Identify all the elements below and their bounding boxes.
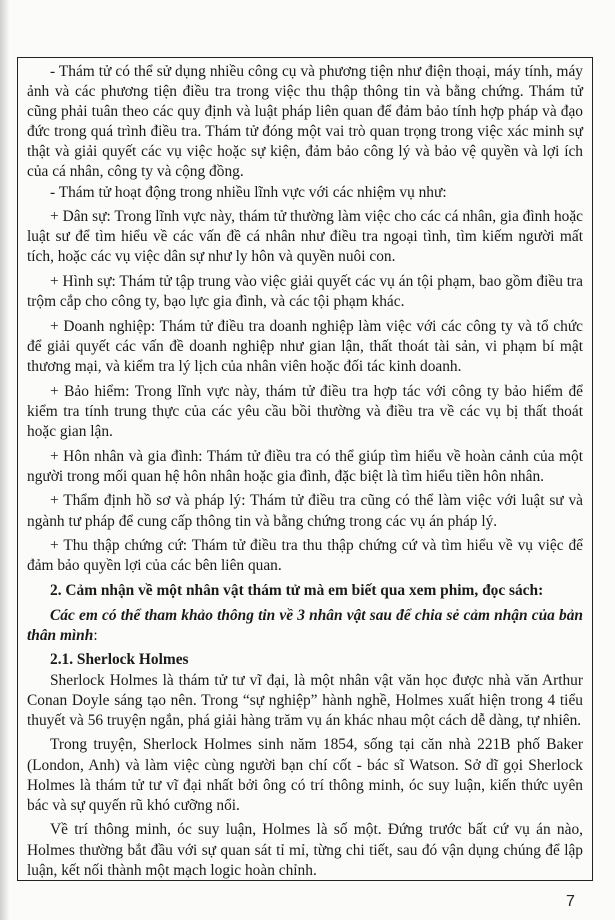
paragraph-legal: + Thẩm định hồ sơ và pháp lý: Thám tử điều tra cũng có thể làm việc với luật sư và ngành tư pháp để cung cấp thông tin và bằng chứng trong các vụ án pháp lý. [27,492,583,530]
section-heading: 2. Cảm nhận về một nhân vật thám tử mà em biết qua xem phim, đọc sách: [50,582,544,599]
holmes-paragraph-intro: Sherlock Holmes là thám tử tư vĩ đại, là một nhân vật văn học được nhà văn Arthur Conan Doyle sáng tạo nên. Trong “sự nghiệp” hành nghề, Holmes xuất hiện trong 4 tiểu thuyết và 56 truyện ngắn, phá giải hàng trăm vụ án khác nhau một cách dễ dàng, tự nhiên. [27,671,583,729]
content-frame [17,57,593,881]
paragraph-criminal: + Hình sự: Thám tử tập trung vào việc giải quyết các vụ án tội phạm, bao gồm điều tra trộm cắp cho công ty, bạo lực gia đình, và các tội phạm khác. [27,273,583,311]
paragraph-evidence: + Thu thập chứng cứ: Thám tử điều tra thu thập chứng cứ và tìm hiểu về vụ việc để đảm bảo quyền lợi của các bên liên quan. [27,537,583,575]
paragraph-business: + Doanh nghiệp: Thám tử điều tra doanh nghiệp làm việc với các công ty và tổ chức để giải quyết các vấn đề doanh nghiệp như gian lận, thất thoát tài sản, vi phạm bí mật thương mại, và kiểm tra lý lịch của nhân viên hoặc đối tác kinh doanh. [27,317,583,376]
book-spine-shadow [0,0,9,920]
section-instruction-colon: : [93,626,98,644]
paragraph-marriage: + Hôn nhân và gia đình: Thám tử điều tra có thể giúp tìm hiểu về hoàn cảnh của một người trong mối quan hệ hôn nhân hoặc gia đình, đặc biệt là tìm hiểu tiền hôn nhân. [27,447,583,485]
section-instruction-text: Các em có thể tham khảo thông tin về 3 nhân vật sau để chia sẻ cảm nhận của bản thân mình [27,606,583,644]
section-instruction [27,606,583,646]
holmes-paragraph-intelligence: Về trí thông minh, óc suy luận, Holmes là số một. Đứng trước bất cứ vụ án nào, Holmes thường bắt đầu với sự quan sát tỉ mỉ, từng chi tiết, sau đó vận dụng chúng để lập luận, kết nối thành một mạch logic hoàn chỉnh. [27,821,583,879]
page-number: 7 [566,893,575,910]
subsection-heading: 2.1. Sherlock Holmes [50,651,189,669]
paragraph-fields-intro: - Thám tử hoạt động trong nhiều lĩnh vực với các nhiệm vụ như: [50,183,447,201]
holmes-paragraph-background: Trong truyện, Sherlock Holmes sinh năm 1854, sống tại căn nhà 221B phố Baker (London, Anh) và làm việc cùng người bạn chí cốt - bác sĩ Watson. Sở dĩ gọi Sherlock Holmes là thám tử tư vĩ đại nhất bởi ông có trí thông minh, óc suy luận, kiến thức uyên bác và sự quyến rũ khó cưỡng nổi. [27,736,583,814]
paragraph-civil: + Dân sự: Trong lĩnh vực này, thám tử thường làm việc cho các cá nhân, gia đình hoặc luật sư để tìm hiểu về các vấn đề cá nhân như điều tra ngoại tình, tìm kiếm người mất tích, hoặc các vụ việc dân sự như ly hôn và quyền nuôi con. [27,208,583,266]
paragraph-tools: - Thám tử có thể sử dụng nhiều công cụ và phương tiện như điện thoại, máy tính, máy ảnh và các phương tiện điều tra trong việc thu thập thông tin và bằng chứng. Thám tử cũng phải tuân theo các quy định và luật pháp liên quan để đảm bảo tính hợp pháp và đạo đức trong quá trình điều tra. Thám tử đóng một vai trò quan trọng trong việc xác minh sự thật và giải quyết các vụ việc hoặc sự kiện, đảm bảo công lý và bảo vệ quyền và lợi ích của cá nhân, công ty và cộng đồng. [27,63,583,181]
paragraph-insurance: + Bảo hiểm: Trong lĩnh vực này, thám tử điều tra hợp tác với công ty bảo hiểm để kiểm tra tính trung thực của các yêu cầu bồi thường và điều tra về các vụ bị thất thoát hoặc gian lận. [27,382,583,440]
